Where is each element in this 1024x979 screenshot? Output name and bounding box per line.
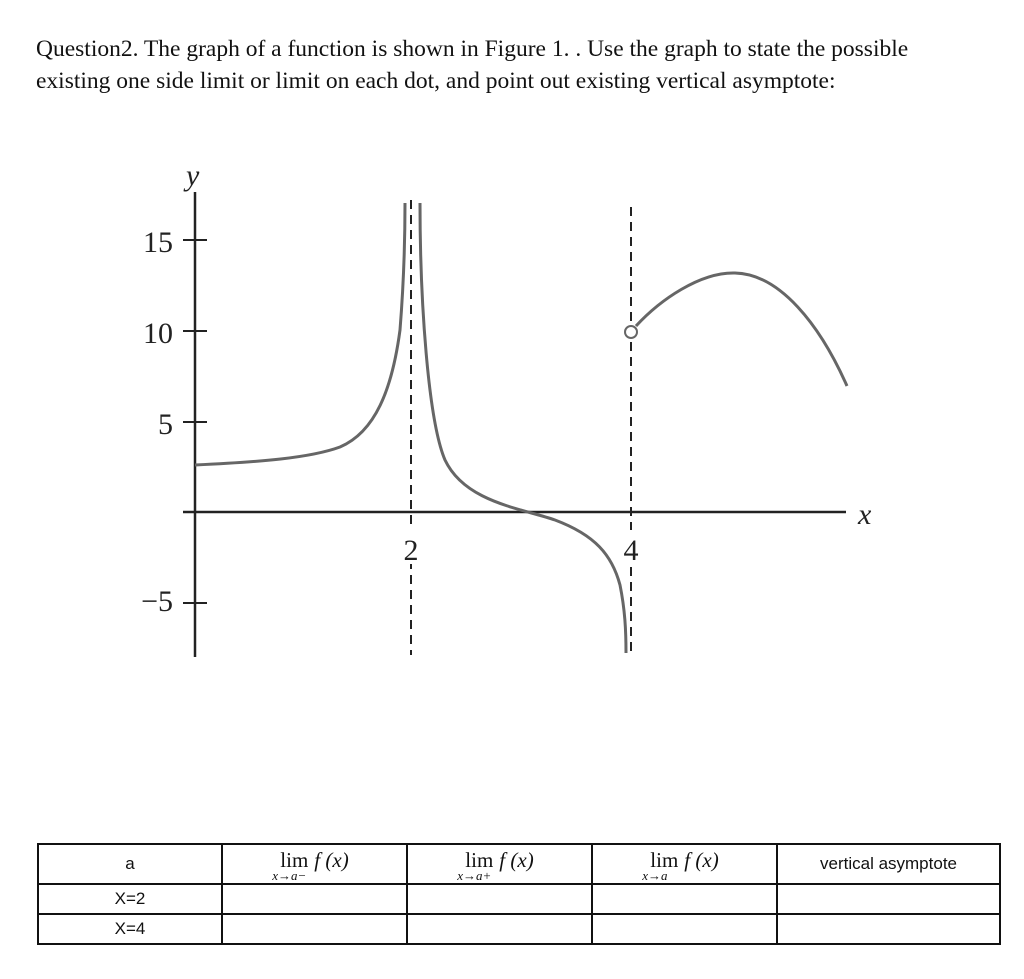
answer-cell-right-limit[interactable]	[407, 884, 592, 914]
header-right-limit: lim x→a+ f (x)	[407, 844, 592, 884]
x-tick-label-4: 4	[623, 534, 639, 567]
x-tick-label-2: 2	[403, 534, 419, 567]
open-circle-point	[625, 326, 637, 338]
curve-right-branch	[636, 273, 847, 386]
y-tick-label-10: 10	[143, 317, 173, 350]
answer-cell-vertical-asymptote[interactable]	[777, 914, 1000, 944]
y-axis-label: y	[186, 159, 200, 192]
header-limit: lim x→a f (x)	[592, 844, 777, 884]
table-row	[38, 884, 1000, 914]
y-tick-label-5: 5	[158, 408, 173, 441]
header-left-limit: lim x→a− f (x)	[222, 844, 407, 884]
y-tick-label-15: 15	[143, 226, 173, 259]
y-tick-label-neg5: −5	[141, 585, 173, 618]
answer-cell-vertical-asymptote[interactable]	[777, 884, 1000, 914]
curve-left-branch	[195, 203, 405, 465]
answer-cell-limit[interactable]	[592, 914, 777, 944]
table-row	[38, 914, 1000, 944]
curve-middle-branch	[420, 203, 626, 653]
answer-cell-left-limit[interactable]	[222, 914, 407, 944]
x-axis-label: x	[858, 498, 872, 531]
limits-table	[37, 843, 1001, 945]
answer-cell-right-limit[interactable]	[407, 914, 592, 944]
answer-cell-left-limit[interactable]	[222, 884, 407, 914]
table-header-row	[38, 844, 1000, 884]
question-text: Question2. The graph of a function is shown in Figure 1. . Use the graph to state the possible existing one side limit or limit on each dot, and point out existing vertical asymptote:	[36, 36, 909, 94]
row-a-value: X=4	[38, 914, 222, 944]
header-vertical-asymptote: vertical asymptote	[777, 844, 1000, 884]
answer-cell-limit[interactable]	[592, 884, 777, 914]
header-a: a	[38, 844, 222, 884]
row-a-value: X=2	[38, 884, 222, 914]
